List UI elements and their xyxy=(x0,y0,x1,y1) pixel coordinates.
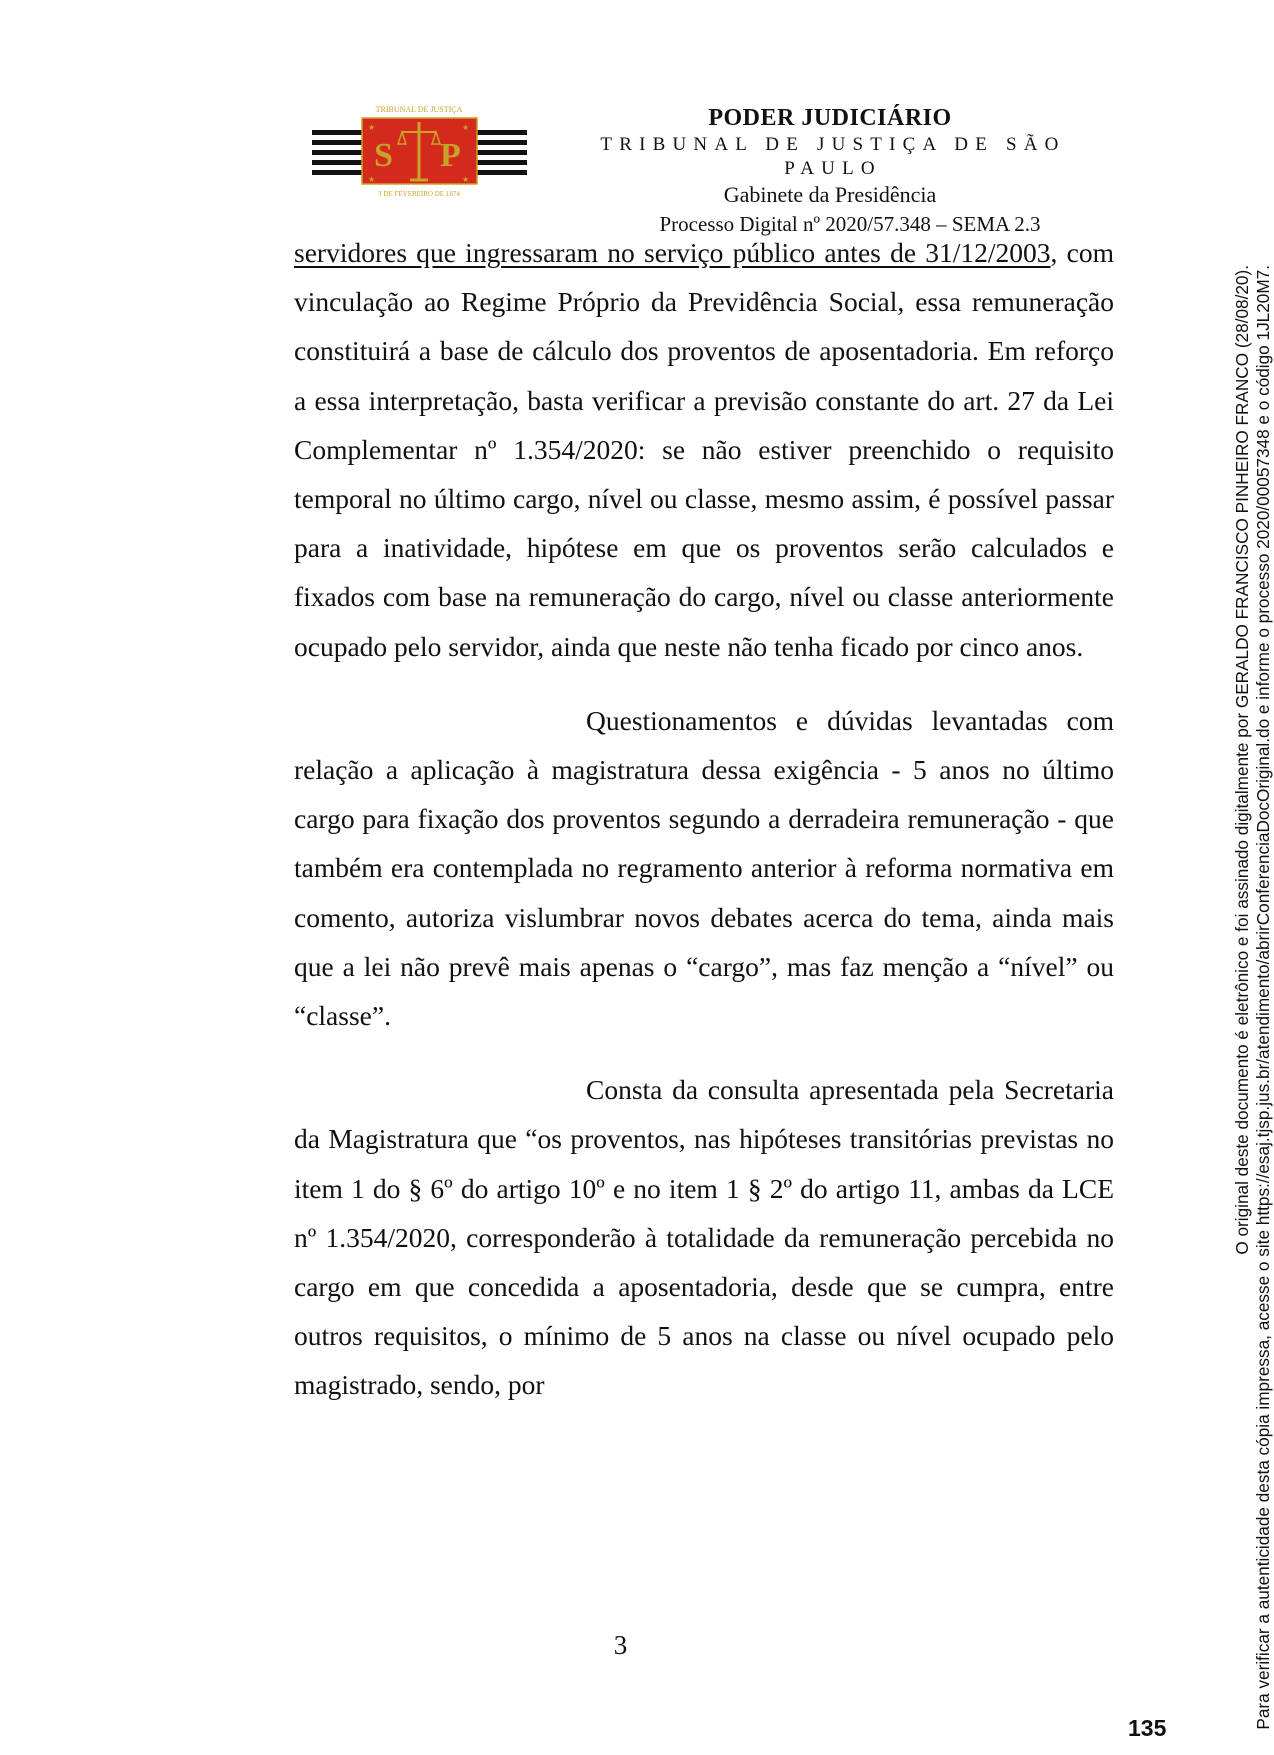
paragraph-1 xyxy=(294,228,1114,671)
document-body xyxy=(294,228,1114,1410)
paragraph-2: Questionamentos e dúvidas levantadas com relação a aplicação à magistratura dessa exigência - 5 anos no último cargo para fixação dos proventos segundo a derradeira remuneração - que também era contemplada no regramento anterior à reforma normativa em comento, autoriza vislumbrar novos debates acerca do tema, ainda mais que a lei não prevê mais apenas o “cargo”, mas faz menção a “nível” ou “classe”. xyxy=(294,704,1114,1032)
sheet-number: 135 xyxy=(1128,1715,1167,1741)
tjsp-coat-of-arms-logo xyxy=(312,100,527,200)
header-title: PODER JUDICIÁRIO xyxy=(708,105,952,131)
header-text-block xyxy=(550,103,1110,239)
underlined-text: servidores que ingressaram no serviço público antes de 31/12/2003 xyxy=(294,237,1051,268)
svg-text:★: ★ xyxy=(462,123,470,132)
side-note-line-2: Para verificar a autenticidade desta cópia impressa, acesse o site https://esaj.tjsp.jus.br/atendimento/abrirConferenciaDocOriginal.do e informe o processo 2020/00057348 e o código 1JL20M7. xyxy=(1253,265,1273,1730)
svg-text:★: ★ xyxy=(368,175,376,184)
svg-text:★: ★ xyxy=(368,123,376,132)
document-header xyxy=(0,0,1241,236)
side-note-line-1: O original deste documento é eletrônico e foi assinado digitalmente por GERALDO FRANCISCO PINHEIRO FRANCO (28/08/20). xyxy=(1232,265,1252,1255)
paragraph-1-text: , com vinculação ao Regime Próprio da Previdência Social, essa remuneração constituirá a base de cálculo dos proventos de aposentadoria. Em reforço a essa interpretação, basta verificar a previsão constante do art. 27 da Lei Complementar nº 1.354/2020: se não estiver preenchido o requisito temporal no último cargo, nível ou classe, mesmo assim, é possível passar para a inatividade, hipótese em que os proventos serão calculados e fixados com base na remuneração do cargo, nível ou classe anteriormente ocupado pelo servidor, ainda que neste não tenha ficado por cinco anos. xyxy=(294,237,1114,662)
authenticity-side-note xyxy=(1232,265,1274,1755)
header-tribunal: TRIBUNAL DE JUSTIÇA DE SÃO PAULO xyxy=(600,134,1066,179)
header-gabinete: Gabinete da Presidência xyxy=(723,182,937,207)
logo-letter-s: S xyxy=(374,137,393,174)
logo-arc-text: TRIBUNAL DE JUSTIÇA xyxy=(375,105,463,114)
logo-date-text: 3 DE FEVEREIRO DE 1874 xyxy=(378,190,460,198)
paragraph-3: Consta da consulta apresentada pela Secretaria da Magistratura que “os proventos, nas hipóteses transitórias previstas no item 1 do § 6º do artigo 10º e no item 1 § 2º do artigo 11, ambas da LCE nº 1.354/2020, corresponderão à totalidade da remuneração percebida no cargo em que concedida a aposentadoria, desde que se cumpra, entre outros requisitos, o mínimo de 5 anos na classe ou nível ocupado pelo magistrado, sendo, por xyxy=(294,1074,1114,1401)
header-processo: Processo Digital nº 2020/57.348 – SEMA 2.3 xyxy=(659,212,1041,236)
logo-letter-p: P xyxy=(440,137,461,174)
page-number: 3 xyxy=(613,1630,628,1660)
svg-text:★: ★ xyxy=(462,175,470,184)
